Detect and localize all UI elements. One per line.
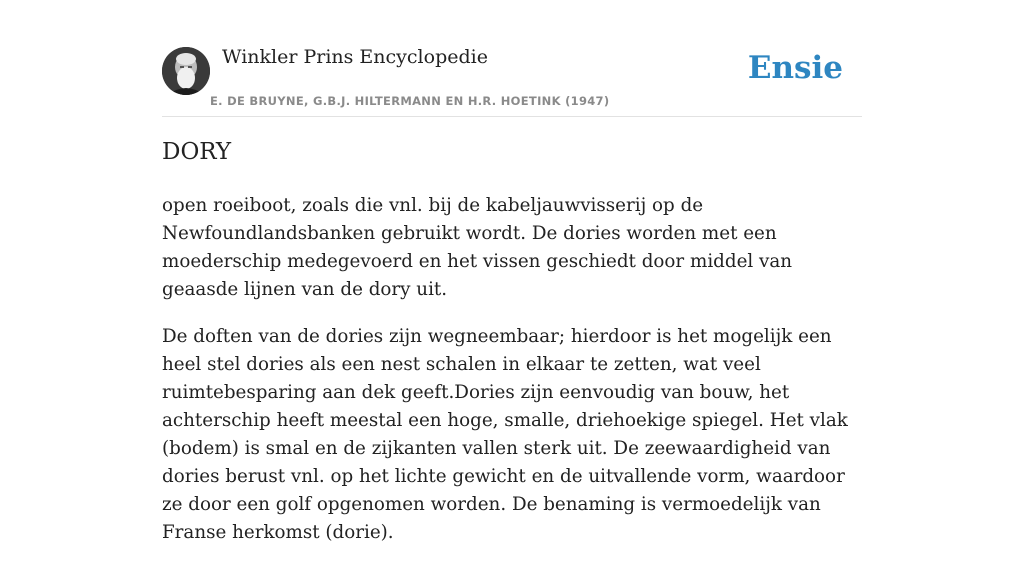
page-header — [162, 40, 862, 117]
authors-line: E. DE BRUYNE, G.B.J. HILTERMANN EN H.R. HOETINK (1947) — [210, 94, 610, 108]
article-title: DORY — [162, 139, 232, 165]
article-paragraph: open roeiboot, zoals die vnl. bij de kabeljauwvisserij op de Newfoundlandsbanken gebruikt wordt. De dories worden met een moederschip medegevoerd en het vissen geschiedt door middel van geaasde lijnen van de dory uit. — [162, 195, 793, 300]
source-title[interactable]: Winkler Prins Encyclopedie — [222, 46, 488, 68]
article-paragraph: De doften van de dories zijn wegneembaar; hierdoor is het mogelijk een heel stel dories als een nest schalen in elkaar te zetten, wat veel ruimtebesparing aan dek geeft.Dories zijn eenvoudig van bouw, het achterschip heeft meestal een hoge, smalle, driehoekige spiegel. Het vlak (bodem) is smal en de zijkanten vallen sterk uit. De zeewaardigheid van dories berust vnl. op het lichte gewicht en de uitvallende vorm, waardoor ze door een golf opgenomen worden. De benaming is vermoedelijk van Franse herkomst (dorie). — [162, 326, 848, 543]
article-body — [162, 192, 864, 566]
brand-logo[interactable]: Ensie — [747, 50, 843, 86]
author-portrait-icon[interactable] — [162, 47, 210, 95]
